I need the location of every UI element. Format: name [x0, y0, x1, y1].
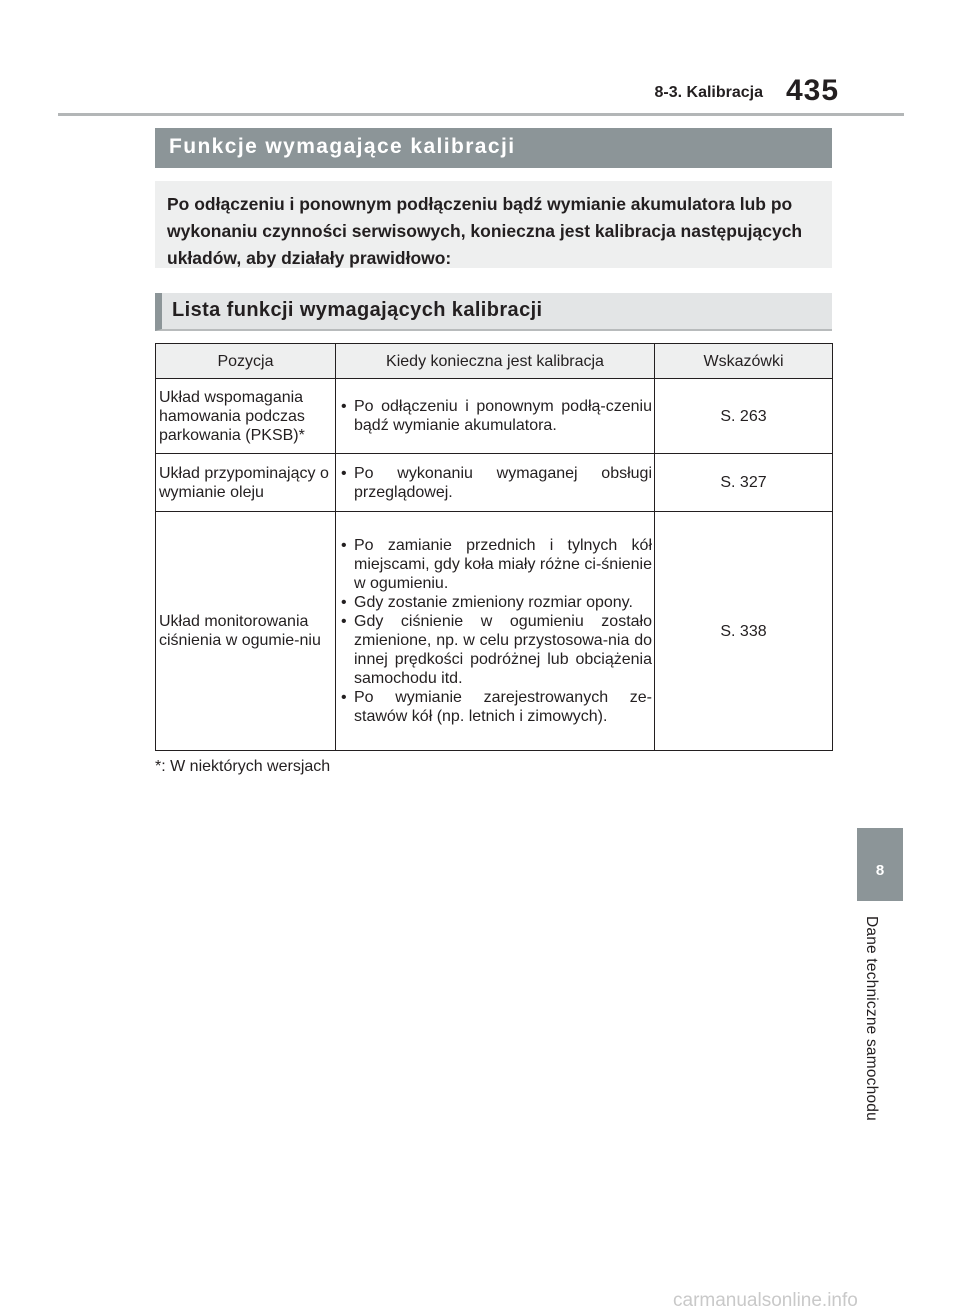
table-cell-item: Układ monitorowania ciśnienia w ogumie-niu [156, 512, 336, 751]
condition-list [340, 464, 652, 502]
table-cell-conditions [336, 512, 655, 751]
condition-item: • Po zamianie przednich i tylnych kół miejscami, gdy koła miały różne ci-śnienie w ogumieniu. [340, 536, 652, 593]
chapter-number: 8 [875, 862, 885, 879]
page-number: 435 [786, 74, 840, 107]
section-title: Funkcje wymagające kalibracji [155, 128, 832, 168]
table-cell-item: Układ wspomagania hamowania podczas parkowania (PKSB)* [156, 379, 336, 454]
condition-item: • Po odłączeniu i ponownym podłą-czeniu bądź wymianie akumulatora. [340, 397, 652, 435]
table-cell-conditions [336, 454, 655, 512]
chapter-label: Dane techniczne samochodu [863, 916, 880, 1121]
condition-item: • Po wymianie zarejestrowanych ze-stawów kół (np. letnich i zimowych). [340, 688, 652, 726]
subsection-title: Lista funkcji wymagających kalibracji [155, 293, 832, 331]
table-cell-ref: S. 327 [655, 454, 833, 512]
table-row [156, 512, 833, 751]
table-cell-conditions [336, 379, 655, 454]
header-divider [58, 113, 904, 116]
chapter-tab [857, 828, 903, 901]
table-row [156, 454, 833, 512]
watermark: carmanualsonline.info [673, 1290, 858, 1311]
condition-list [340, 536, 652, 726]
table-cell-ref: S. 338 [655, 512, 833, 751]
column-header-when: Kiedy konieczna jest kalibracja [336, 344, 655, 379]
table-row [156, 379, 833, 454]
header-section-title: 8-3. Kalibracja [654, 84, 763, 101]
condition-item: • Gdy ciśnienie w ogumieniu zostało zmienione, np. w celu przystosowa-nia do innej prędkości podróżnej lub obciążenia samochodu itd. [340, 612, 652, 688]
table-cell-item: Układ przypominający o wymianie oleju [156, 454, 336, 512]
table-cell-ref: S. 263 [655, 379, 833, 454]
table-header-row [156, 344, 833, 379]
column-header-ref: Wskazówki [655, 344, 833, 379]
intro-paragraph: Po odłączeniu i ponownym podłączeniu bądź wymianie akumulatora lub po wykonaniu czynności serwisowych, konieczna jest kalibracja następujących układów, aby działały prawidłowo: [155, 181, 832, 268]
column-header-item: Pozycja [156, 344, 336, 379]
condition-item: • Po wykonaniu wymaganej obsługi przeglądowej. [340, 464, 652, 502]
calibration-table [155, 343, 833, 751]
footnote: *: W niektórych wersjach [155, 758, 331, 775]
condition-list [340, 397, 652, 435]
condition-item: • Gdy zostanie zmieniony rozmiar opony. [340, 593, 652, 612]
